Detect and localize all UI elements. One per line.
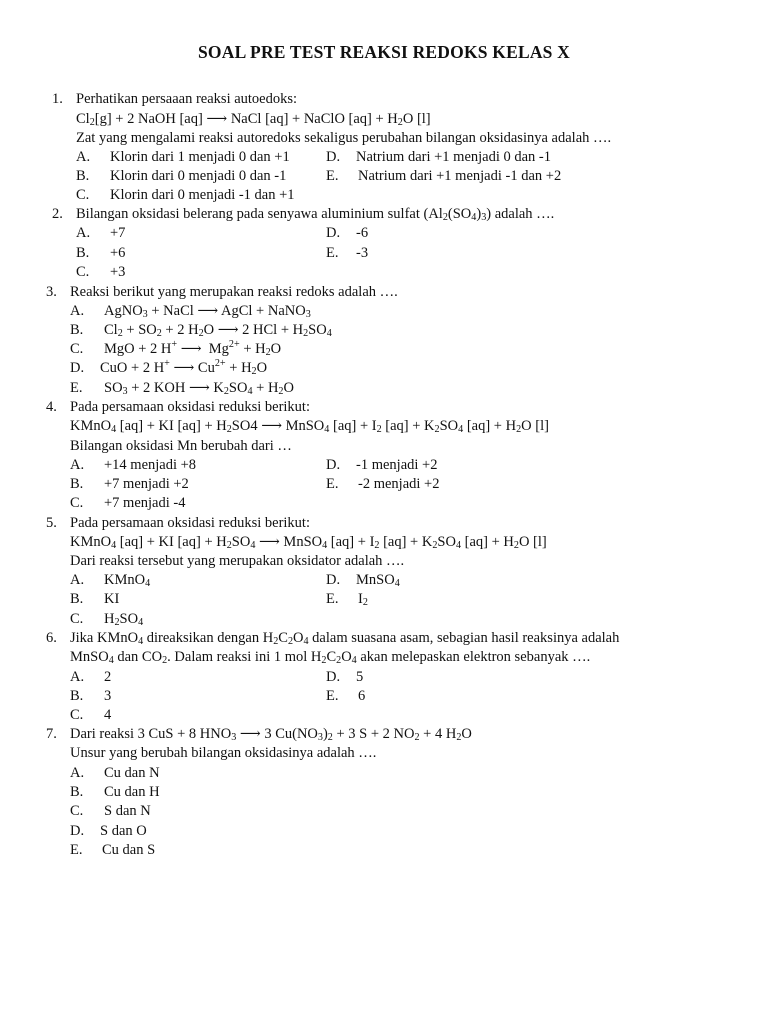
option-text: -2 menjadi +2 bbox=[358, 476, 440, 492]
option-text: $Cl_2 + SO_2 + 2$ $H_2O$ ⟶ 2 HCl + $H_2SO_4$ bbox=[104, 322, 332, 339]
option-letter: E. bbox=[326, 168, 339, 184]
option-text: S dan N bbox=[104, 803, 151, 819]
option-letter: E. bbox=[326, 245, 339, 261]
question-text: Reaksi berikut yang merupakan reaksi redoks adalah …. bbox=[70, 284, 398, 300]
option-letter: D. bbox=[326, 225, 341, 241]
option-letter: E. bbox=[70, 842, 83, 858]
option-letter: D. bbox=[70, 360, 85, 376]
option-text: KI bbox=[104, 591, 120, 607]
question-text: Pada persamaan oksidasi reduksi berikut: bbox=[70, 515, 310, 531]
option-letter: C. bbox=[70, 803, 84, 819]
option-text: -1 menjadi +2 bbox=[356, 457, 438, 473]
question-text: Perhatikan persaaan reaksi autoedoks: bbox=[76, 91, 298, 107]
question-number: 4. bbox=[46, 399, 57, 415]
option-letter: B. bbox=[76, 168, 90, 184]
option-text: $I_2$ bbox=[358, 591, 368, 608]
question-number: 7. bbox=[46, 726, 57, 742]
option-text: 5 bbox=[356, 669, 364, 685]
question-text: Jika KMnO$_4$ direaksikan dengan $H_2C_2O_4$ dalam suasana asam, sebagian hasil reaksinya adalah bbox=[70, 630, 620, 647]
question-text-line: Zat yang mengalami reaksi autoredoks sekaligus perubahan bilangan oksidasinya adalah …. bbox=[76, 130, 612, 146]
option-letter: B. bbox=[70, 322, 84, 338]
option-text: +7 menjadi -4 bbox=[104, 495, 186, 511]
option-text: $H_2SO_4$ bbox=[104, 611, 144, 628]
option-text: S dan O bbox=[100, 823, 147, 839]
question-number: 2. bbox=[52, 206, 63, 222]
option-text: 3 bbox=[104, 688, 112, 704]
option-letter: E. bbox=[326, 688, 339, 704]
question-text-line: $Cl_2[g] + 2$ NaOH [aq] ⟶ NaCl [aq] + NaClO $[aq] + H_2O$ [l] bbox=[76, 111, 431, 128]
option-letter: B. bbox=[70, 591, 84, 607]
option-letter: C. bbox=[70, 707, 84, 723]
option-letter: A. bbox=[76, 225, 91, 241]
option-letter: A. bbox=[70, 572, 85, 588]
option-letter: D. bbox=[326, 149, 341, 165]
option-text: +3 bbox=[110, 264, 126, 280]
question-text: Pada persamaan oksidasi reduksi berikut: bbox=[70, 399, 310, 415]
option-letter: A. bbox=[70, 669, 85, 685]
question-number: 3. bbox=[46, 284, 57, 300]
document-title: SOAL PRE TEST REAKSI REDOKS KELAS X bbox=[197, 42, 571, 62]
option-text: Natrium dari +1 menjadi 0 dan -1 bbox=[356, 149, 552, 165]
option-letter: B. bbox=[70, 784, 84, 800]
option-letter: B. bbox=[70, 476, 84, 492]
option-text: 2 bbox=[104, 669, 112, 685]
question-number: 5. bbox=[46, 515, 57, 531]
question-number: 1. bbox=[52, 91, 63, 107]
option-text: -6 bbox=[356, 225, 369, 241]
option-text: Klorin dari 0 menjadi 0 dan -1 bbox=[110, 168, 287, 184]
option-text: -3 bbox=[356, 245, 369, 261]
option-letter: C. bbox=[70, 611, 84, 627]
option-text: KMnO$_4$ bbox=[104, 572, 151, 589]
option-letter: D. bbox=[326, 572, 341, 588]
question-text: Bilangan oksidasi belerang pada senyawa aluminium sulfat $(Al_2(SO_4)_3)$ adalah …. bbox=[76, 206, 555, 223]
question-text-line: Unsur yang berubah bilangan oksidasinya adalah …. bbox=[70, 745, 377, 761]
option-letter: C. bbox=[76, 264, 90, 280]
question-number: 6. bbox=[46, 630, 57, 646]
option-letter: A. bbox=[70, 457, 85, 473]
option-text: Klorin dari 0 menjadi -1 dan +1 bbox=[110, 187, 295, 203]
question-text-line: MnSO$_4$ dan $CO_2$. Dalam reaksi ini 1 mol $H_2C_2O_4$ akan melepaskan elektron sebanyak …. bbox=[70, 649, 591, 666]
question-text-line: KMnO$_4$ [aq] + KI $[aq] + H_2SO4$ ⟶ MnSO$_4$ $[aq] + I_2$ $[aq] + K_2SO_4$ $[aq] + H_2O$ [l] bbox=[70, 418, 549, 435]
option-letter: D. bbox=[70, 823, 85, 839]
option-letter: D. bbox=[326, 457, 341, 473]
option-letter: C. bbox=[70, 495, 84, 511]
option-letter: E. bbox=[326, 476, 339, 492]
option-text: AgNO$_3$ + NaCl ⟶ AgCl + NaNO$_3$ bbox=[104, 303, 311, 320]
option-text: +7 bbox=[110, 225, 126, 241]
option-text: MgO + 2 H+ ⟶ $Mg^{2+} + H_2O$ bbox=[104, 339, 282, 358]
option-letter: D. bbox=[326, 669, 341, 685]
option-letter: B. bbox=[76, 245, 90, 261]
option-letter: A. bbox=[70, 303, 85, 319]
option-letter: A. bbox=[70, 765, 85, 781]
option-text: Cu dan H bbox=[104, 784, 160, 800]
option-text: +7 menjadi +2 bbox=[104, 476, 189, 492]
option-letter: C. bbox=[76, 187, 90, 203]
option-text: +14 menjadi +8 bbox=[104, 457, 197, 473]
option-text: Natrium dari +1 menjadi -1 dan +2 bbox=[358, 168, 562, 184]
option-text: 6 bbox=[358, 688, 366, 704]
option-letter: E. bbox=[70, 380, 83, 396]
option-text: Cu dan N bbox=[104, 765, 160, 781]
option-text: Cu dan S bbox=[102, 842, 156, 858]
option-letter: B. bbox=[70, 688, 84, 704]
option-letter: E. bbox=[326, 591, 339, 607]
question-text-line: KMnO$_4$ [aq] + KI $[aq] + H_2SO_4$ ⟶ MnSO$_4$ $[aq] + I_2$ $[aq] + K_2SO_4$ $[aq] + H_2O$ [l] bbox=[70, 534, 547, 551]
question-text-line: Dari reaksi tersebut yang merupakan oksidator adalah …. bbox=[70, 553, 405, 569]
option-text: MnSO$_4$ bbox=[356, 572, 400, 589]
question-text: Dari reaksi 3 CuS + 8 $HNO_3$ ⟶ 3 $Cu(NO_3)_2 + 3$ S + 2 $NO_2 + 4$ $H_2O$ bbox=[70, 726, 472, 743]
question-text-line: Bilangan oksidasi Mn berubah dari … bbox=[70, 438, 292, 454]
option-text: 4 bbox=[104, 707, 112, 723]
option-text: +6 bbox=[110, 245, 126, 261]
option-text: $SO_3 + 2$ KOH ⟶ $K_2SO_4 + H_2O$ bbox=[104, 380, 294, 397]
option-letter: A. bbox=[76, 149, 91, 165]
option-text: Klorin dari 1 menjadi 0 dan +1 bbox=[110, 149, 290, 165]
option-letter: C. bbox=[70, 341, 84, 357]
option-text: CuO + 2 H+ ⟶ $Cu^{2+} + H_2O$ bbox=[100, 358, 268, 377]
